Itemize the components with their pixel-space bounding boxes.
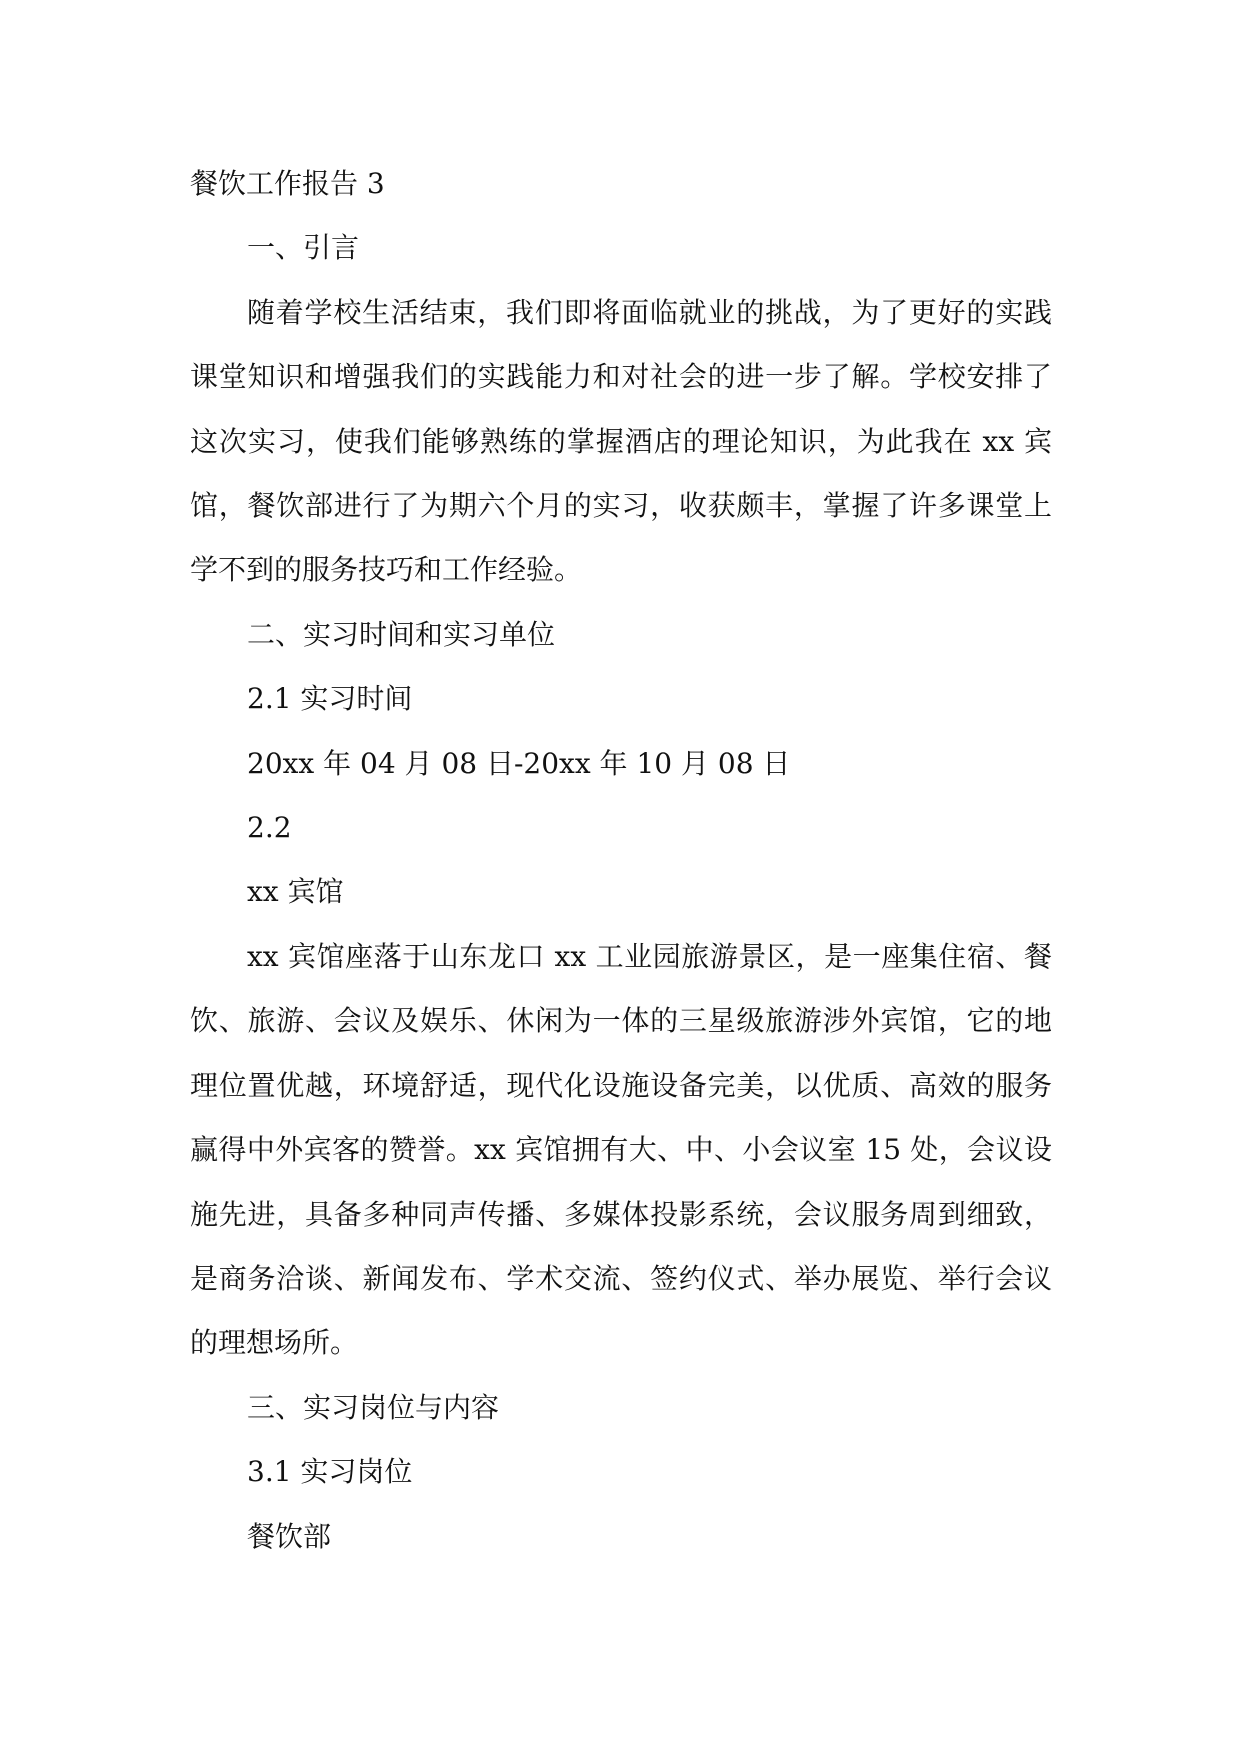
subheading-2-2: 2.2 bbox=[247, 811, 292, 845]
hotel-name: xx 宾馆 bbox=[247, 875, 344, 909]
section-heading-introduction: 一、引言 bbox=[247, 231, 360, 265]
internship-dates: 20xx 年 04 月 08 日-20xx 年 10 月 08 日 bbox=[247, 746, 791, 780]
section-heading-position-and-content: 三、实习岗位与内容 bbox=[247, 1390, 500, 1424]
intro-paragraph: 随着学校生活结束，我们即将面临就业的挑战，为了更好的实践课堂知识和增强我们的实践能力和对社会的进一步了解。学校安排了这次实习，使我们能够熟练的掌握酒店的理论知识，为此我在 xx 宾馆，餐饮部进行了为期六个月的实习，收获颇丰，掌握了许多课堂上学不到的服务技巧和工作经验。 bbox=[190, 295, 1052, 587]
document-title: 餐饮工作报告 3 bbox=[190, 167, 385, 200]
document-body bbox=[190, 152, 1052, 1569]
section-heading-time-and-unit: 二、实习时间和实习单位 bbox=[247, 617, 556, 651]
hotel-description-paragraph: xx 宾馆座落于山东龙口 xx 工业园旅游景区，是一座集住宿、餐饮、旅游、会议及娱乐、休闲为一体的三星级旅游涉外宾馆，它的地理位置优越，环境舒适，现代化设施设备完美，以优质、高效的服务赢得中外宾客的赞誉。xx 宾馆拥有大、中、小会议室 15 处，会议设施先进，具备多种同声传播、多媒体投影系统，会议服务周到细致，是商务洽谈、新闻发布、学术交流、签约仪式、举办展览、举行会议的理想场所。 bbox=[190, 939, 1052, 1360]
subheading-internship-position: 3.1 实习岗位 bbox=[247, 1455, 413, 1489]
subheading-internship-time: 2.1 实习时间 bbox=[247, 682, 413, 716]
position-department: 餐饮部 bbox=[247, 1519, 332, 1553]
